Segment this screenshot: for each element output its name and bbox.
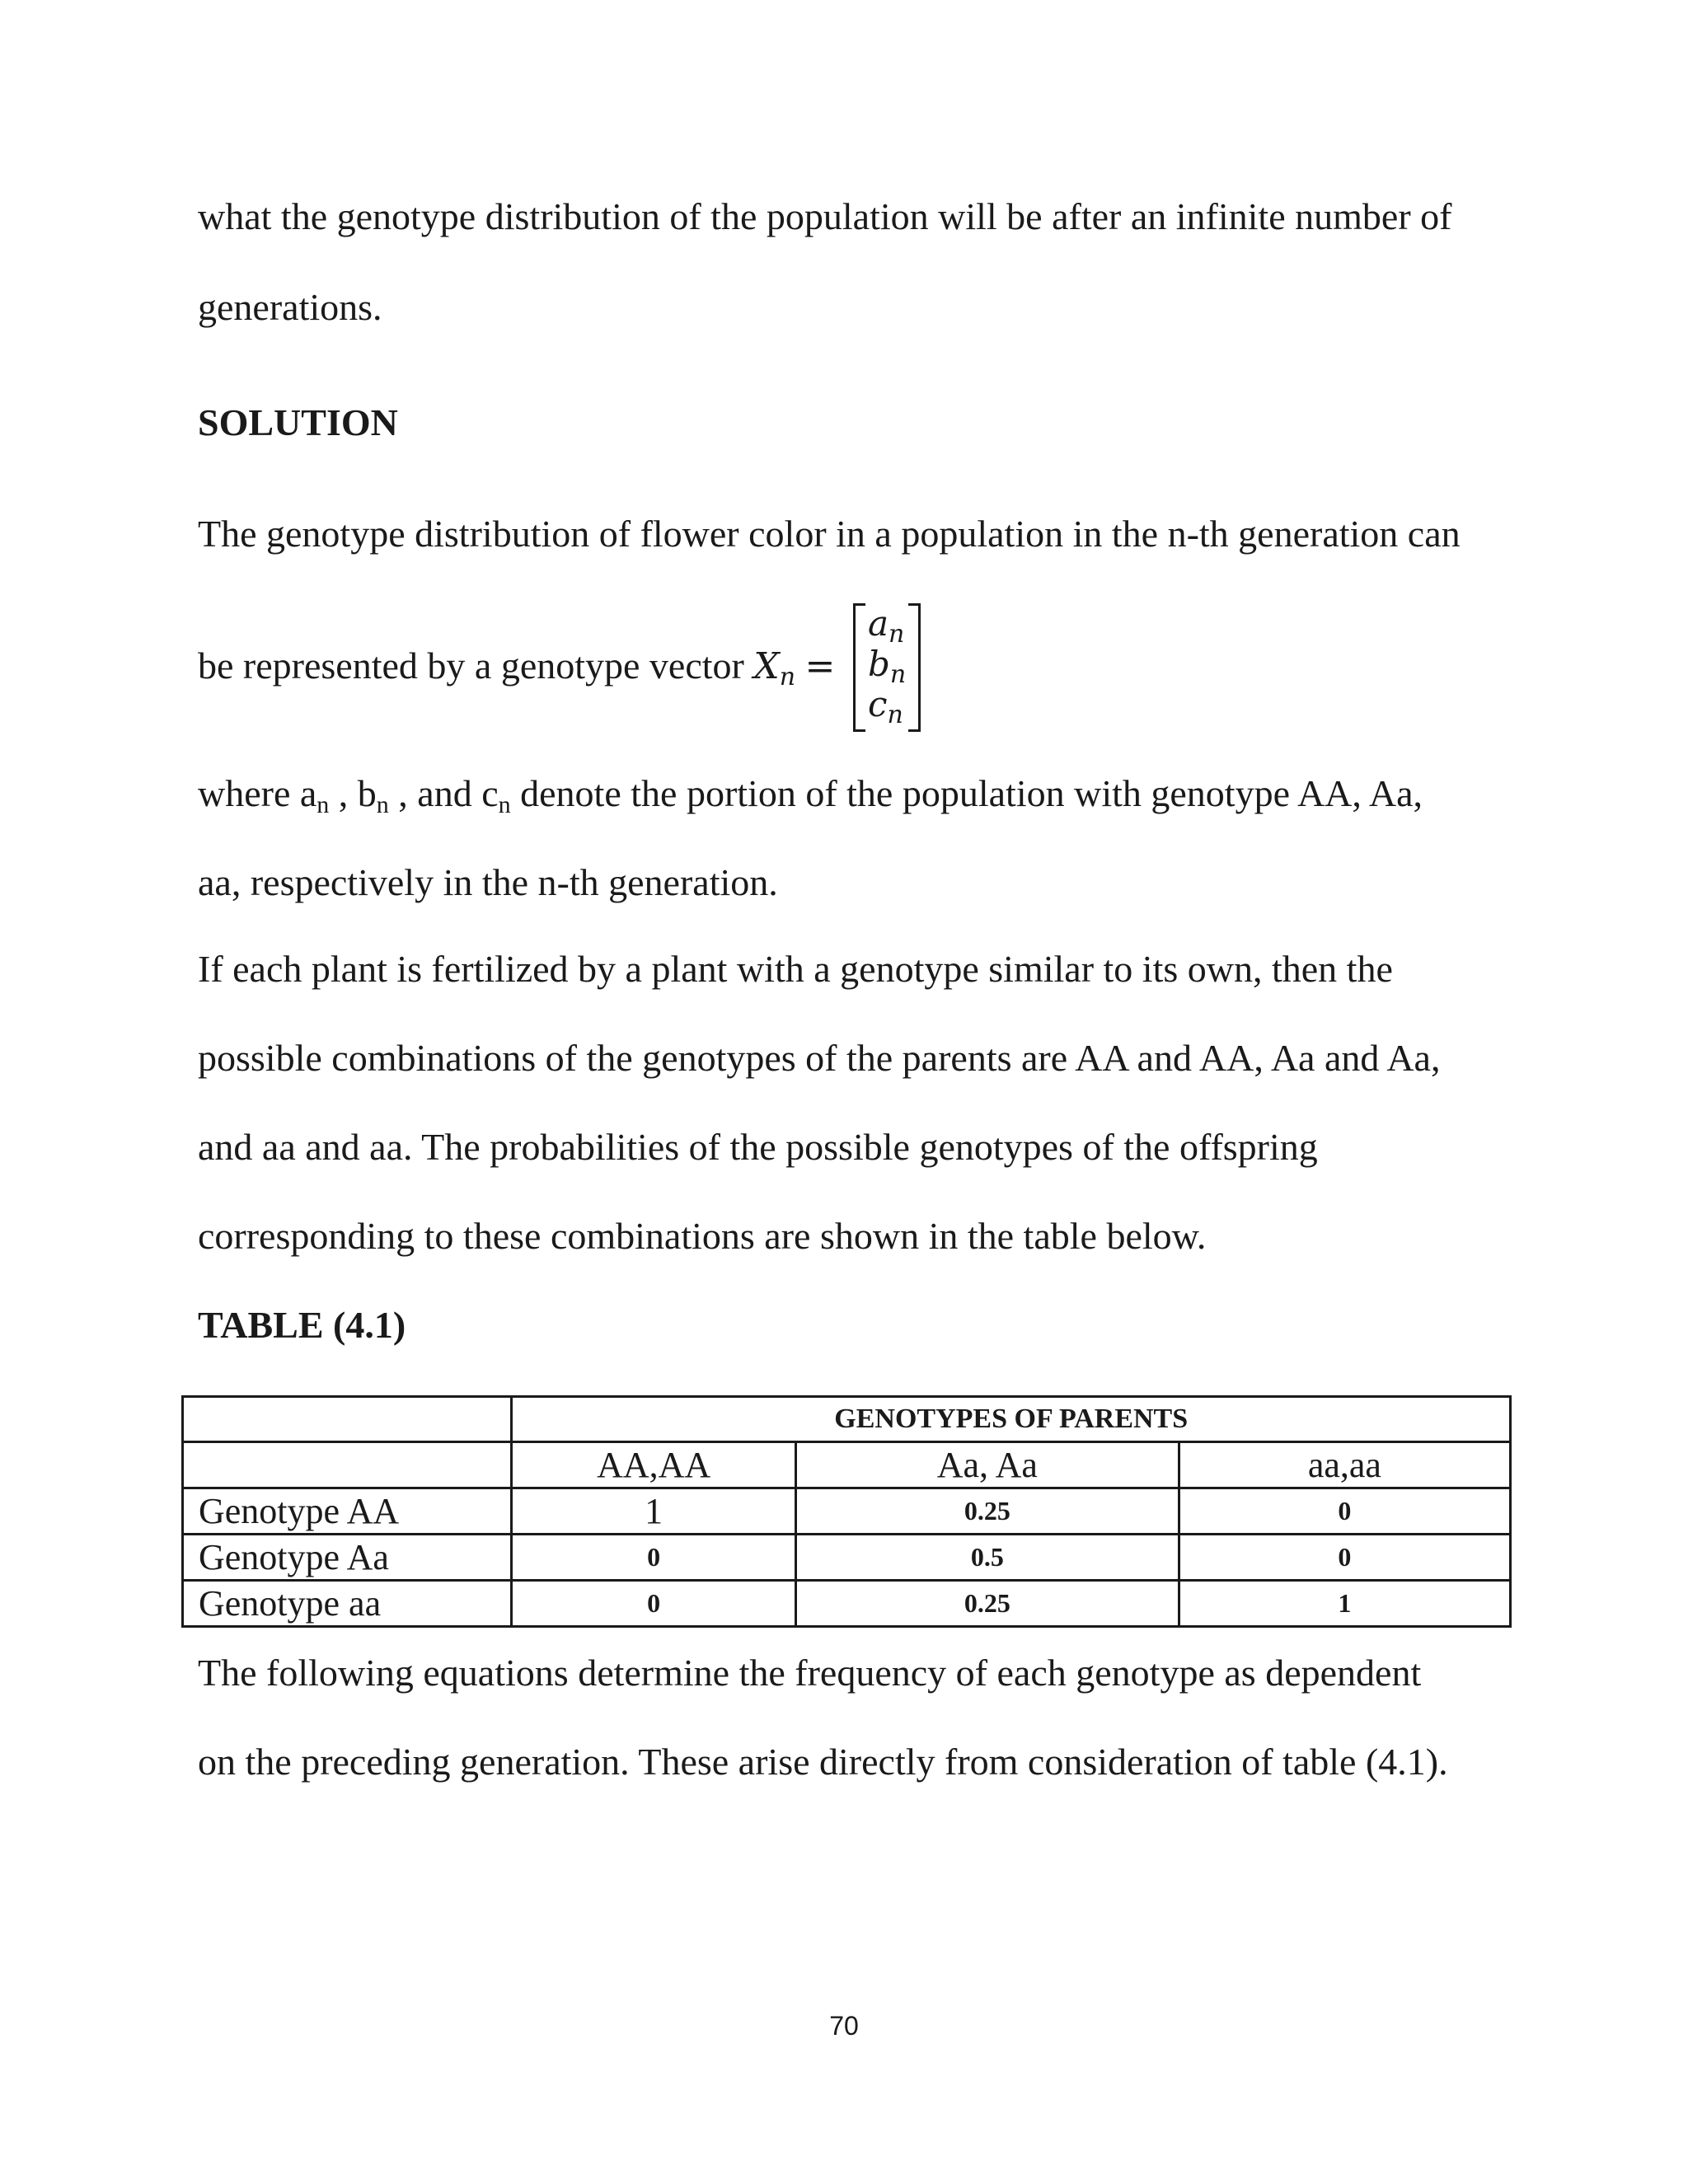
paragraph-line: possible combinations of the genotypes of the parents are AA and AA, Aa and Aa, [198, 1037, 1441, 1079]
vector-intro-text: be represented by a genotype vector [198, 644, 744, 687]
table-row [183, 1488, 1511, 1535]
paragraph-line: The following equations determine the frequency of each genotype as dependent [198, 1652, 1422, 1694]
column-header: Aa, Aa [795, 1442, 1179, 1488]
paragraph-line-vector [198, 644, 836, 691]
table-group-header: GENOTYPES OF PARENTS [512, 1397, 1511, 1442]
equals-sign: = [804, 645, 836, 687]
table-cell: 0.25 [795, 1581, 1179, 1627]
section-heading: SOLUTION [198, 401, 398, 443]
paragraph-line: on the preceding generation. These arise directly from consideration of table (4.1). [198, 1741, 1448, 1783]
table-cell: 0 [512, 1581, 795, 1627]
vector-symbol: $X_n$ [753, 645, 796, 691]
column-header: aa,aa [1179, 1442, 1510, 1488]
matrix-entry-a: $a_n$ [868, 603, 905, 649]
paragraph-line: The genotype distribution of flower color in a population in the n-th generation can [198, 513, 1461, 555]
paragraph-line: what the genotype distribution of the population will be after an infinite number of [198, 195, 1452, 237]
table-title: TABLE (4.1) [198, 1304, 406, 1346]
table-cell: 0 [512, 1535, 795, 1581]
table-column-header-row [183, 1442, 1511, 1488]
paragraph-line: where $a_n$ , $b_n$ , and $c_n$ denote the portion of the population with genotype AA, Aa, [198, 772, 1423, 818]
matrix-entry-b: $b_n$ [868, 644, 907, 689]
matrix-entry-c: $c_n$ [868, 684, 903, 729]
paragraph-line: corresponding to these combinations are shown in the table below. [198, 1215, 1207, 1257]
table-cell: 0 [1179, 1488, 1510, 1535]
paragraph-line: aa, respectively in the n-th generation. [198, 861, 778, 903]
table-corner-cell [183, 1442, 512, 1488]
table-row [183, 1535, 1511, 1581]
matrix-left-bracket [853, 603, 865, 732]
table-corner-cell [183, 1397, 512, 1442]
table-row [183, 1581, 1511, 1627]
table-cell: 0.25 [795, 1488, 1179, 1535]
matrix-right-bracket [908, 603, 921, 732]
row-label: Genotype aa [183, 1581, 512, 1627]
page-number: 70 [829, 2011, 859, 2041]
table-cell: 1 [1179, 1581, 1510, 1627]
genotype-table [181, 1395, 1512, 1628]
row-label: Genotype AA [183, 1488, 512, 1535]
paragraph-line: If each plant is fertilized by a plant with a genotype similar to its own, then the [198, 948, 1393, 990]
table-cell: 0 [1179, 1535, 1510, 1581]
row-label: Genotype Aa [183, 1535, 512, 1581]
table-cell: 0.5 [795, 1535, 1179, 1581]
table-cell: 1 [512, 1488, 795, 1535]
paragraph-line: and aa and aa. The probabilities of the possible genotypes of the offspring [198, 1126, 1318, 1168]
column-header: AA,AA [512, 1442, 795, 1488]
table-header-row [183, 1397, 1511, 1442]
paragraph-line: generations. [198, 286, 382, 328]
genotype-vector-matrix [853, 602, 921, 732]
